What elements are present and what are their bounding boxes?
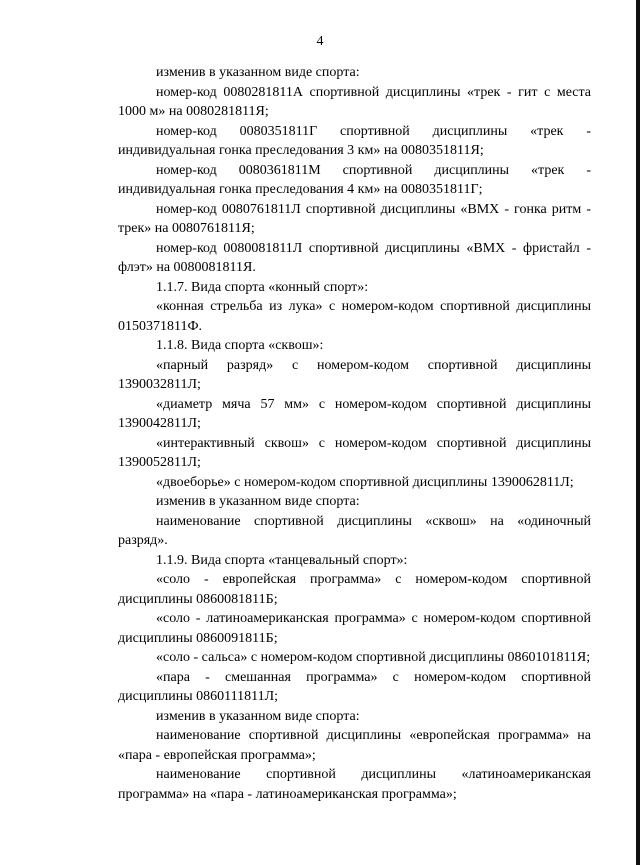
page-right-edge [636,0,640,865]
paragraph: наименование спортивной дисциплины «сквош» на «одиночный разряд». [118,513,591,548]
paragraph: номер-код 0080361811М спортивной дисциплины «трек - индивидуальная гонка преследования 4 км» на 0080351811Г; [118,162,591,197]
paragraph: наименование спортивной дисциплины «европейская программа» на «пара - европейская программа»; [118,728,591,763]
section-heading: 1.1.8. Вида спорта «сквош»: [156,338,324,353]
document-body [118,63,591,804]
paragraph: «пара - смешанная программа» с номером-кодом спортивной дисциплины 0860111811Л; [118,669,591,704]
paragraph: наименование спортивной дисциплины «латиноамериканская программа» на «пара - латиноамериканская программа»; [118,767,591,802]
section-heading: 1.1.7. Вида спорта «конный спорт»: [156,279,369,295]
paragraph: изменив в указанном виде спорта: [156,494,360,509]
paragraph: изменив в указанном виде спорта: [156,65,360,80]
paragraph: «соло - сальса» с номером-кодом спортивной дисциплины 0860101811Я; [156,650,591,665]
paragraph: номер-код 0080351811Г спортивной дисциплины «трек - индивидуальная гонка преследования 3 км» на 0080351811Я; [118,123,591,158]
paragraph: «парный разряд» с номером-кодом спортивной дисциплины 1390032811Л; [118,357,591,392]
paragraph: номер-код 0080761811Л спортивной дисциплины «ВМХ - гонка ритм - трек» на 0080761811Я; [118,201,591,236]
paragraph: «двоеборье» с номером-кодом спортивной дисциплины 1390062811Л; [156,474,574,490]
paragraph: «диаметр мяча 57 мм» с номером-кодом спортивной дисциплины 1390042811Л; [118,396,591,431]
paragraph: номер-код 0080081811Л спортивной дисциплины «ВМХ - фристайл - флэт» на 0080081811Я. [118,240,591,275]
paragraph: «соло - латиноамериканская программа» с номером-кодом спортивной дисциплины 0860091811Б; [118,611,591,646]
paragraph: номер-код 0080281811А спортивной дисциплины «трек - гит с места 1000 м» на 0080281811Я; [118,84,591,119]
section-heading: 1.1.9. Вида спорта «танцевальный спорт»: [156,552,408,568]
paragraph: «интерактивный сквош» с номером-кодом спортивной дисциплины 1390052811Л; [118,435,591,470]
paragraph: изменив в указанном виде спорта: [156,708,360,724]
paragraph: «соло - европейская программа» с номером-кодом спортивной дисциплины 0860081811Б; [118,572,591,607]
page-number: 4 [316,34,324,49]
paragraph: «конная стрельба из лука» с номером-кодом спортивной дисциплины 0150371811Ф. [118,299,591,334]
